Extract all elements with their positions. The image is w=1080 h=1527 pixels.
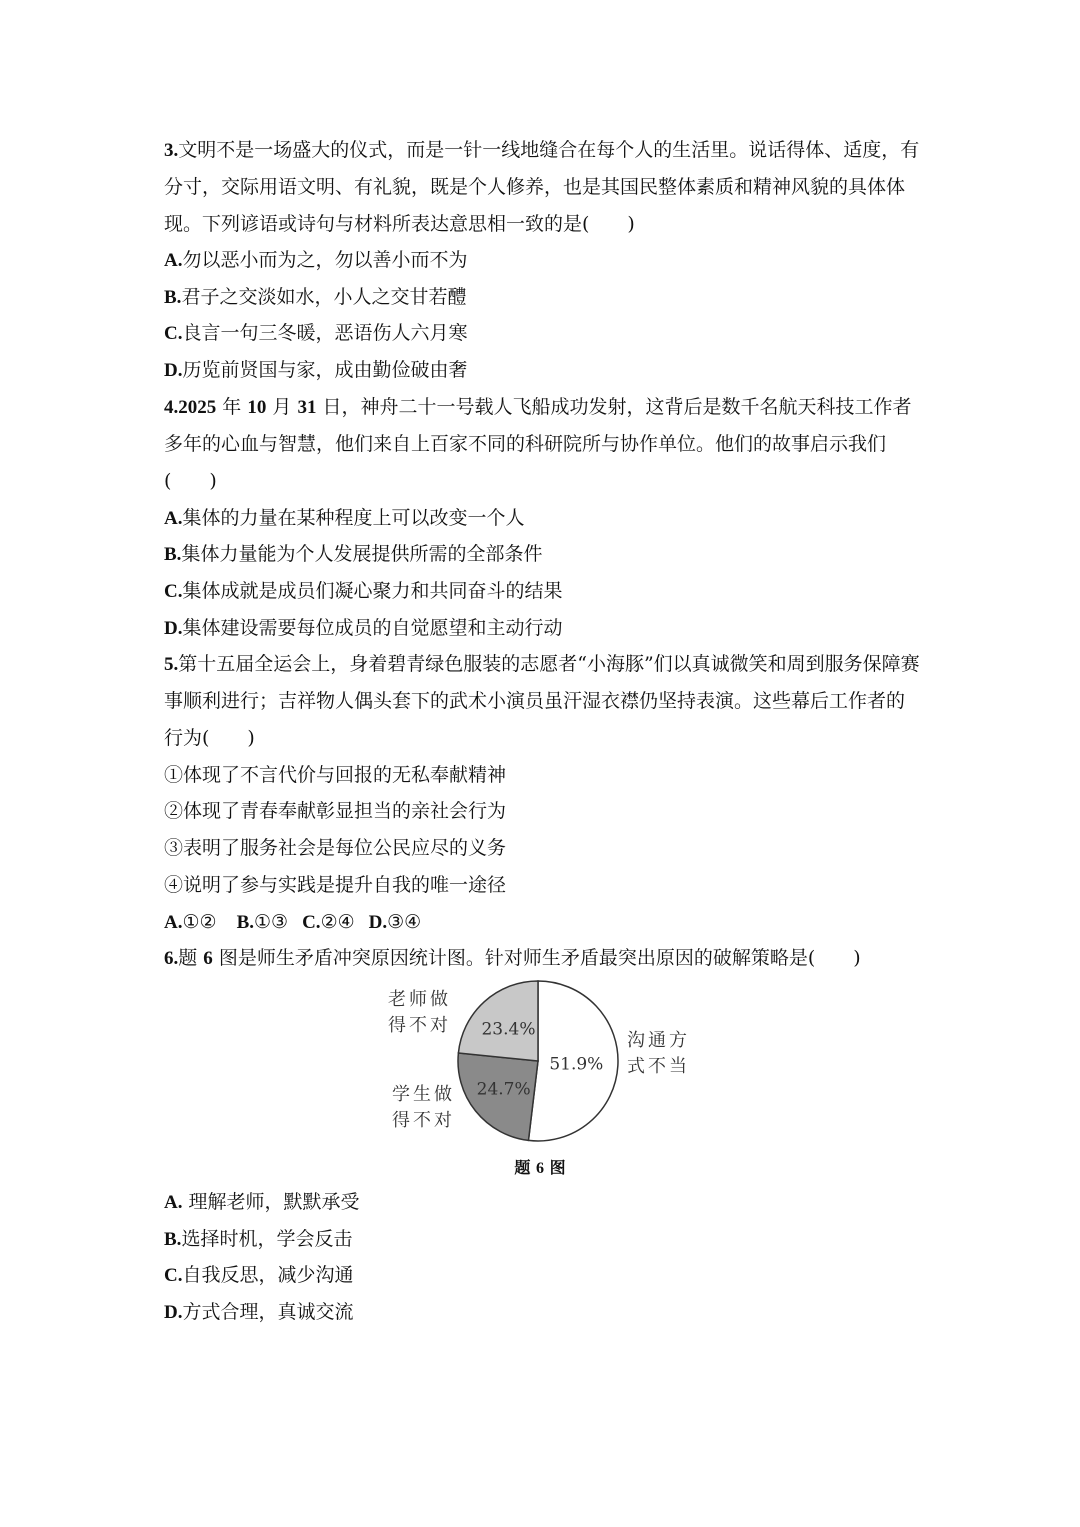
pie-label-communication: 沟通方 式不当 [627,1030,690,1077]
q5-choice-d: D.③④ [368,911,422,933]
q4-number: 4. [164,397,179,418]
pie-value-teacher: 23.4% [481,1019,536,1040]
q4-stem-line-1: 4.2025 年 10 月 31 日，神舟二十一号载人飞船成功发射，这背后是数千名航天科技工作者 [164,396,912,418]
q5-number: 5. [164,654,179,675]
pie-chart [380,975,710,1150]
q6-stem: 6.题 6 图是师生矛盾冲突原因统计图。针对师生矛盾最突出原因的破解策略是( ) [164,947,861,969]
pie-label-student: 学生做 得不对 [392,1084,455,1131]
q4-option-c: C.集体成就是成员们凝心聚力和共同奋斗的结果 [164,580,563,602]
q5-statement-1: ①体现了不言代价与回报的无私奉献精神 [164,764,507,786]
q6-option-d: D.方式合理，真诚交流 [164,1301,354,1323]
q3-option-b: B.君子之交淡如水，小人之交甘若醴 [164,286,467,308]
q6-option-a: A. 理解老师，默默承受 [164,1191,360,1213]
q3-option-a: A.勿以恶小而为之，勿以善小而不为 [164,249,468,271]
q5-choice-c: C.②④ [302,911,355,933]
q5-stem-line-3: 行为( ) [164,727,255,749]
q6-number: 6. [164,948,179,969]
q5-choice-a: A.①② [164,911,217,933]
pie-value-communication: 51.9% [549,1054,604,1075]
q6-option-b: B.选择时机，学会反击 [164,1228,353,1250]
q5-stem-line-1: 5.第十五届全运会上，身着碧青绿色服装的志愿者“小海豚”们以真诚微笑和周到服务保障赛 [164,653,920,675]
q3-stem-line-1: 3.文明不是一场盛大的仪式，而是一针一线地缝合在每个人的生活里。说话得体、适度，有 [164,139,920,161]
q5-choice-b: B.①③ [236,911,289,933]
q5-statement-3: ③表明了服务社会是每位公民应尽的义务 [164,837,507,859]
q4-stem-line-3: ( ) [164,470,217,492]
pie-label-teacher: 老师做 得不对 [388,989,451,1036]
q5-stem-line-2: 事顺利进行；吉祥物人偶头套下的武术小演员虽汗湿衣襟仍坚持表演。这些幕后工作者的 [164,690,906,712]
q3-option-d: D.历览前贤国与家，成由勤俭破由奢 [164,359,468,381]
q3-stem-line-3: 现。下列谚语或诗句与材料所表达意思相一致的是( ) [164,213,635,235]
q4-option-b: B.集体力量能为个人发展提供所需的全部条件 [164,543,543,565]
q4-option-a: A.集体的力量在某种程度上可以改变一个人 [164,507,525,529]
q4-option-d: D.集体建设需要每位成员的自觉愿望和主动行动 [164,617,563,639]
q3-stem-line-2: 分寸，交际用语文明、有礼貌，既是个人修养，也是其国民整体素质和精神风貌的具体体 [164,176,906,198]
q3-option-c: C.良言一句三冬暖，恶语伤人六月寒 [164,322,468,344]
q5-statement-4: ④说明了参与实践是提升自我的唯一途径 [164,874,507,896]
q5-choices [164,910,924,935]
pie-value-student: 24.7% [476,1079,531,1100]
q4-stem-line-2: 多年的心血与智慧，他们来自上百家不同的科研院所与协作单位。他们的故事启示我们 [164,433,887,455]
q6-option-c: C.自我反思，减少沟通 [164,1264,354,1286]
figure-caption: 题 6 图 [514,1158,566,1177]
q3-number: 3. [164,140,179,161]
q5-statement-2: ②体现了青春奉献彰显担当的亲社会行为 [164,800,507,822]
